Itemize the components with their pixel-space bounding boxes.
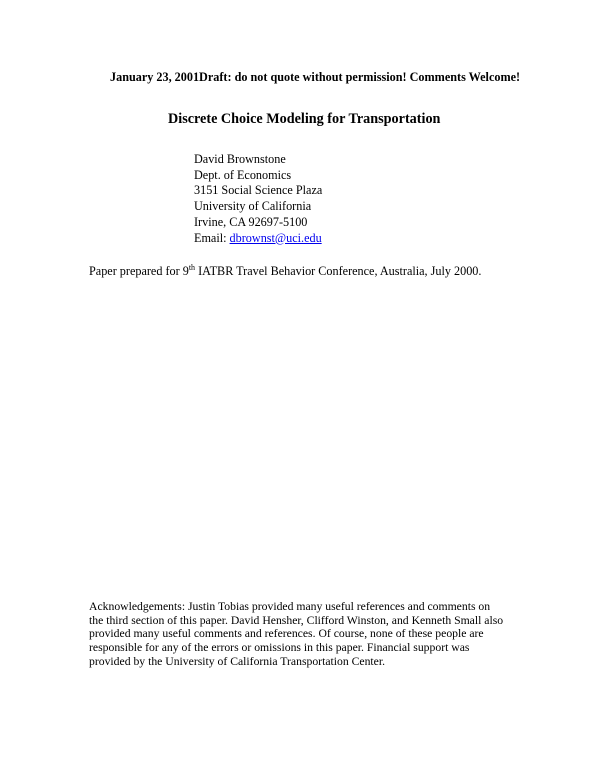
draft-header [110, 70, 520, 85]
ack-line: provided many useful comments and references. Of course, none of these people are [89, 627, 484, 641]
ack-line: provided by the University of California Transportation Center. [89, 654, 386, 668]
ack-line: Acknowledgements: Justin Tobias provided many useful references and comments on [89, 600, 491, 613]
author-name: David Brownstone [194, 152, 286, 166]
paper-note [89, 264, 481, 279]
author-dept: Dept. of Economics [194, 167, 292, 182]
paper-note-superscript: th [188, 262, 196, 272]
header-draft-notice: Draft: do not quote without permission! Comments Welcome! [199, 70, 521, 84]
author-block [194, 152, 322, 246]
author-city: Irvine, CA 92697-5100 [194, 214, 308, 229]
header-date: January 23, 2001 [110, 70, 200, 84]
author-institution: University of California [194, 199, 312, 214]
paper-note-suffix: IATBR Travel Behavior Conference, Australia, July 2000. [195, 264, 482, 278]
email-link[interactable]: dbrownst@uci.edu [229, 230, 322, 245]
acknowledgements [89, 600, 519, 669]
paper-title: Discrete Choice Modeling for Transportation [168, 111, 441, 127]
ack-line: responsible for any of the errors or omissions in this paper. Financial support was [89, 641, 470, 655]
ack-line: the third section of this paper. David Hensher, Clifford Winston, and Kenneth Small also [89, 613, 504, 627]
author-address: 3151 Social Science Plaza [194, 183, 323, 198]
author-email-line [194, 231, 322, 247]
paper-note-prefix: Paper prepared for 9 [89, 264, 189, 278]
email-label: Email: [194, 230, 230, 245]
